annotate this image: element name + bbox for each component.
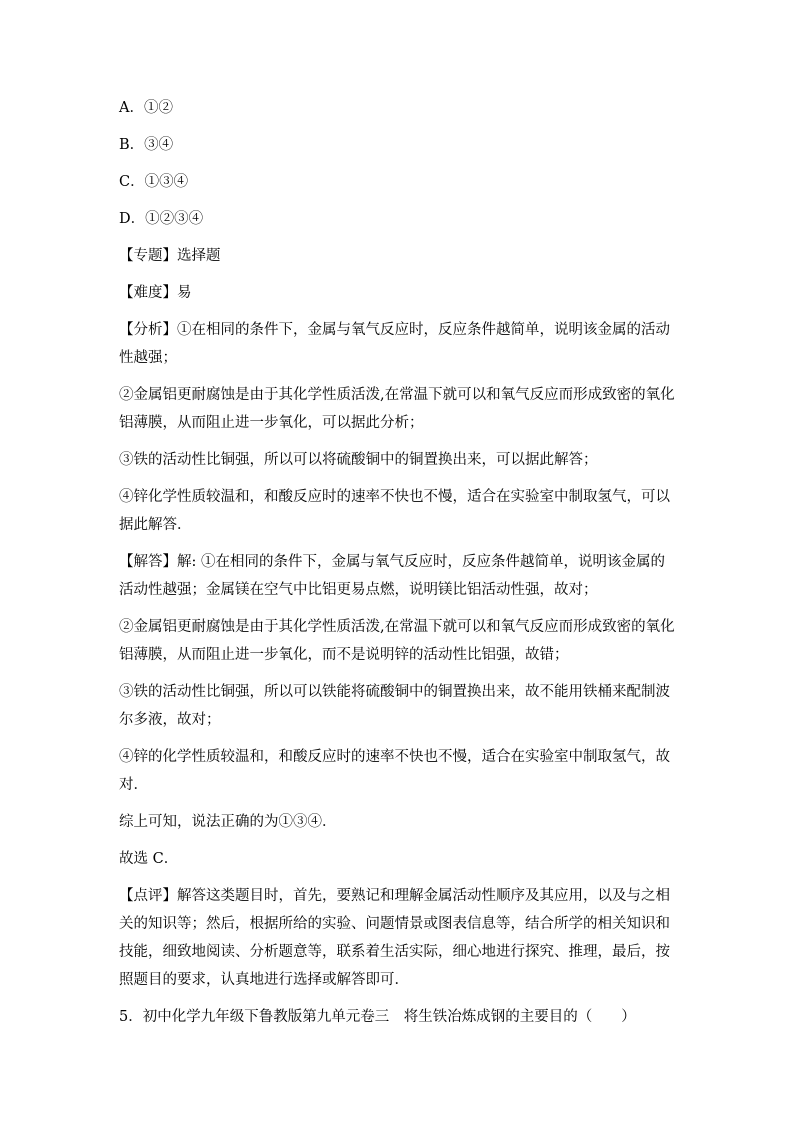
solution-summary: 综上可知，说法正确的为①③④．: [119, 814, 337, 830]
difficulty-line: [119, 279, 679, 307]
solution-paragraph-1: [119, 548, 679, 604]
comment-paragraph: [119, 882, 679, 994]
solution-choice: 故选 C．: [119, 851, 179, 867]
difficulty-tag: 【难度】: [119, 285, 177, 301]
option-d: D．①②③④: [119, 211, 204, 227]
solution-tag: 【解答】: [119, 554, 177, 570]
solution-text-1: 解: ①在相同的条件下，金属与氧气反应时，反应条件越简单，说明该金属的活动性越强；金属镁在空气中比铝更易点燃，说明镁比铝活动性强，故对；: [119, 554, 665, 598]
topic-line: [119, 242, 679, 270]
topic-text: 选择题: [177, 248, 221, 264]
comment-text: 解答这类题目时，首先，要熟记和理解金属活动性顺序及其应用，以及与之相关的知识等；然后，根据所给的实验、问题情景或图表信息等，结合所学的相关知识和技能，细致地阅读、分析题意等，联系着生活实际，细心地进行探究、推理，最后，按照题目的要求，认真地进行选择或解答即可．: [119, 888, 670, 988]
next-question-stem: 5．初中化学九年级下鲁教版第九单元卷三 将生铁冶炼成钢的主要目的（ ）: [119, 1009, 636, 1025]
option-a: A．①②: [119, 100, 173, 116]
analysis-text-1: ①在相同的条件下，金属与氧气反应时，反应条件越简单，说明该金属的活动性越强；: [119, 322, 670, 366]
analysis-paragraph-1: [119, 316, 679, 372]
solution-paragraph-2: ②金属铝更耐腐蚀是由于其化学性质活泼,在常温下就可以和氧气反应而形成致密的氧化铝薄膜，从而阻止进一步氧化，而不是说明锌的活动性比铝强，故错；: [119, 619, 675, 663]
solution-paragraph-3: ③铁的活动性比铜强，所以可以铁能将硫酸铜中的铜置换出来，故不能用铁桶来配制波尔多液，故对；: [119, 684, 670, 728]
topic-tag: 【专题】: [119, 248, 177, 264]
document-page: [119, 94, 679, 1040]
analysis-tag: 【分析】: [119, 322, 177, 338]
analysis-paragraph-4: ④锌化学性质较温和，和酸反应时的速率不快也不慢，适合在实验室中制取氢气，可以据此解答．: [119, 489, 670, 533]
option-c: C．①③④: [119, 174, 189, 190]
difficulty-text: 易: [177, 285, 192, 301]
solution-paragraph-4: ④锌的化学性质较温和，和酸反应时的速率不快也不慢，适合在实验室中制取氢气，故对．: [119, 749, 670, 793]
analysis-paragraph-2: ②金属铝更耐腐蚀是由于其化学性质活泼,在常温下就可以和氧气反应而形成致密的氧化铝薄膜，从而阻止进一步氧化，可以据此分析；: [119, 387, 675, 431]
option-b: B．③④: [119, 137, 174, 153]
comment-tag: 【点评】: [119, 888, 177, 904]
analysis-paragraph-3: ③铁的活动性比铜强，所以可以将硫酸铜中的铜置换出来，可以据此解答；: [119, 452, 598, 468]
